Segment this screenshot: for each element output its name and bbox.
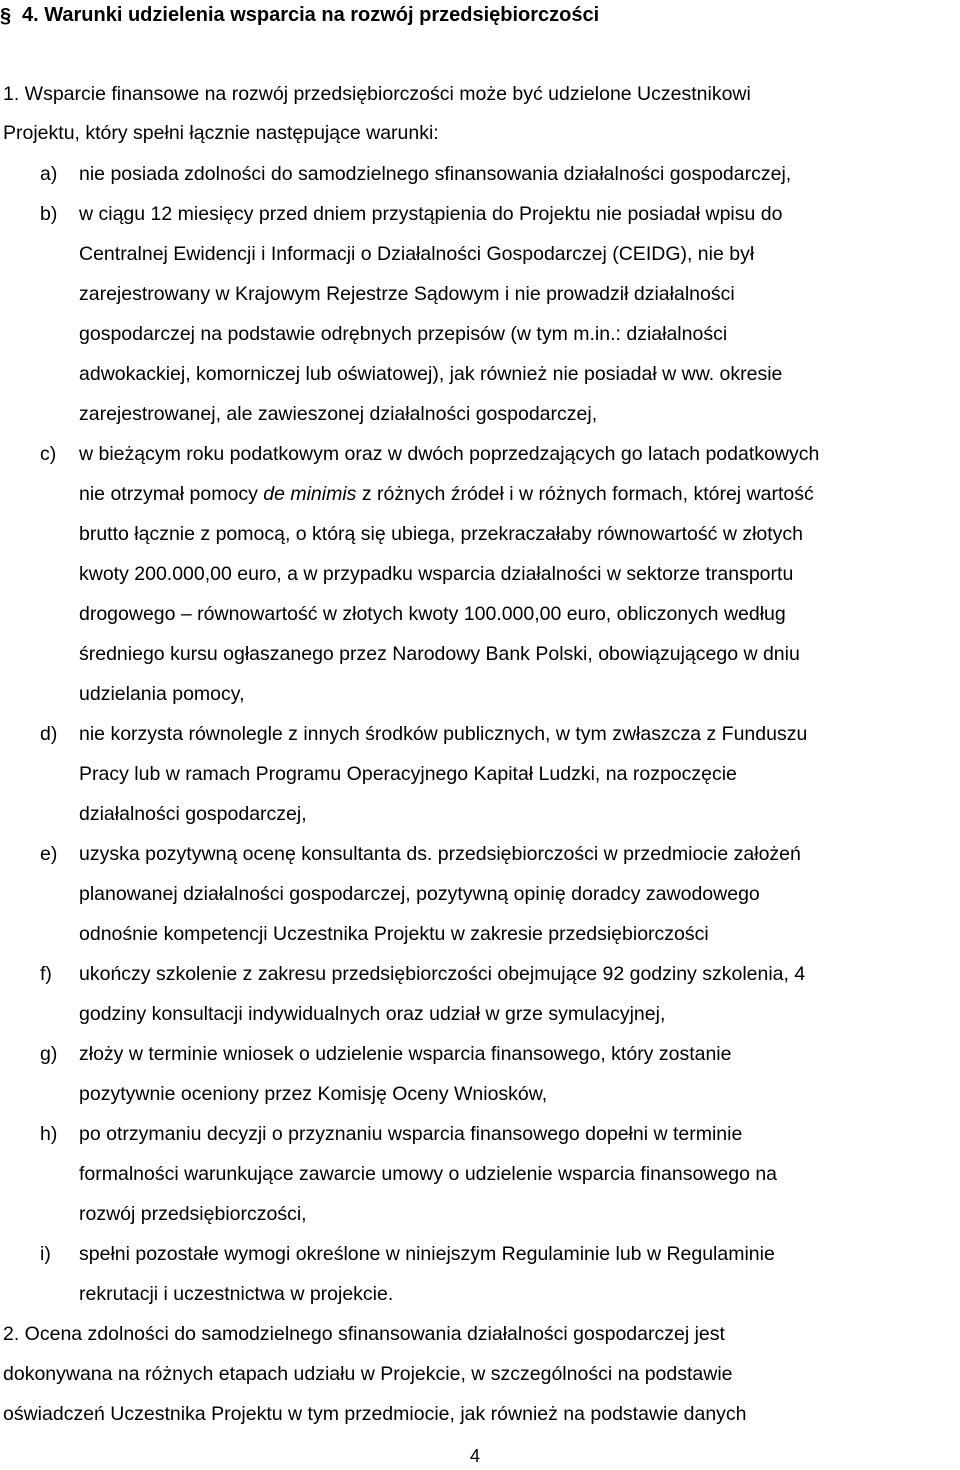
- item-c-line: udzielania pomocy,: [79, 683, 245, 705]
- item-b-line: zarejestrowanej, ale zawieszonej działalności gospodarczej,: [79, 403, 598, 425]
- item-b-marker: b): [40, 203, 58, 225]
- item-h-line: rozwój przedsiębiorczości,: [79, 1203, 307, 1225]
- item-c-line-post: z różnych źródeł i w różnych formach, której wartość: [356, 483, 814, 505]
- item-c-marker: c): [40, 443, 57, 465]
- item-c-line: w bieżącym roku podatkowym oraz w dwóch poprzedzających go latach podatkowych: [79, 443, 820, 465]
- item-c-line: kwoty 200.000,00 euro, a w przypadku wsparcia działalności w sektorze transportu: [79, 563, 794, 585]
- item-c-line-italic: de minimis: [263, 483, 357, 505]
- point2-line: dokonywana na różnych etapach udziału w Projekcie, w szczególności na podstawie: [3, 1363, 733, 1385]
- point2-line: 2. Ocena zdolności do samodzielnego sfinansowania działalności gospodarczej jest: [3, 1323, 725, 1345]
- item-a-marker: a): [40, 163, 58, 185]
- item-i-line: rekrutacji i uczestnictwa w projekcie.: [79, 1283, 394, 1305]
- item-h-line: po otrzymaniu decyzji o przyznaniu wsparcia finansowego dopełni w terminie: [79, 1123, 743, 1145]
- item-c-line-pre: nie otrzymał pomocy: [79, 483, 264, 505]
- item-h-line: formalności warunkujące zawarcie umowy o udzielenie wsparcia finansowego na: [79, 1163, 778, 1185]
- point1-line1: 1. Wsparcie finansowe na rozwój przedsiębiorczości może być udzielone Uczestnikowi: [3, 83, 751, 105]
- item-e-line: uzyska pozytywną ocenę konsultanta ds. przedsiębiorczości w przedmiocie założeń: [79, 843, 801, 865]
- item-c-line: średniego kursu ogłaszanego przez Narodowy Bank Polski, obowiązującego w dniu: [79, 643, 800, 665]
- item-f-line: godziny konsultacji indywidualnych oraz udział w grze symulacyjnej,: [79, 1003, 666, 1025]
- item-g-marker: g): [40, 1043, 58, 1065]
- section-bullet: §: [0, 5, 12, 27]
- item-h-marker: h): [40, 1123, 58, 1145]
- item-b-line: w ciągu 12 miesięcy przed dniem przystąpienia do Projektu nie posiadał wpisu do: [79, 203, 783, 225]
- item-d-line: działalności gospodarczej,: [79, 803, 307, 825]
- item-f-marker: f): [40, 963, 52, 985]
- item-d-line: nie korzysta równolegle z innych środków publicznych, w tym zwłaszcza z Funduszu: [79, 723, 808, 745]
- item-f-line: ukończy szkolenie z zakresu przedsiębiorczości obejmujące 92 godziny szkolenia, 4: [79, 963, 806, 985]
- item-d-line: Pracy lub w ramach Programu Operacyjnego Kapitał Ludzki, na rozpoczęcie: [79, 763, 737, 785]
- page-number: 4: [470, 1446, 481, 1466]
- item-g-line: złoży w terminie wniosek o udzielenie wsparcia finansowego, który zostanie: [79, 1043, 732, 1065]
- item-d-marker: d): [40, 723, 58, 745]
- item-c-line: drogowego – równowartość w złotych kwoty 100.000,00 euro, obliczonych według: [79, 603, 786, 625]
- item-b-line: Centralnej Ewidencji i Informacji o Działalności Gospodarczej (CEIDG), nie był: [79, 243, 755, 265]
- item-b-line: zarejestrowany w Krajowym Rejestrze Sądowym i nie prowadził działalności: [79, 283, 735, 305]
- item-i-line: spełni pozostałe wymogi określone w niniejszym Regulaminie lub w Regulaminie: [79, 1243, 775, 1265]
- item-e-line: odnośnie kompetencji Uczestnika Projektu w zakresie przedsiębiorczości: [79, 923, 709, 945]
- item-b-line: gospodarczej na podstawie odrębnych przepisów (w tym m.in.: działalności: [79, 323, 728, 345]
- item-a-line: nie posiada zdolności do samodzielnego sfinansowania działalności gospodarczej,: [79, 163, 792, 185]
- item-b-line: adwokackiej, komorniczej lub oświatowej), jak również nie posiadał w ww. okresie: [79, 363, 783, 385]
- item-c-line: brutto łącznie z pomocą, o którą się ubiega, przekraczałaby równowartość w złotych: [79, 523, 804, 545]
- point1-line2: Projektu, który spełni łącznie następujące warunki:: [3, 122, 439, 144]
- item-i-marker: i): [40, 1243, 51, 1265]
- item-e-marker: e): [40, 843, 58, 865]
- item-c-line-de-minimis: [79, 482, 814, 506]
- section-title: 4. Warunki udzielenia wsparcia na rozwój przedsiębiorczości: [22, 4, 600, 26]
- point2-line: oświadczeń Uczestnika Projektu w tym przedmiocie, jak również na podstawie danych: [3, 1403, 747, 1425]
- item-e-line: planowanej działalności gospodarczej, pozytywną opinię doradcy zawodowego: [79, 883, 760, 905]
- item-g-line: pozytywnie oceniony przez Komisję Oceny Wniosków,: [79, 1083, 548, 1105]
